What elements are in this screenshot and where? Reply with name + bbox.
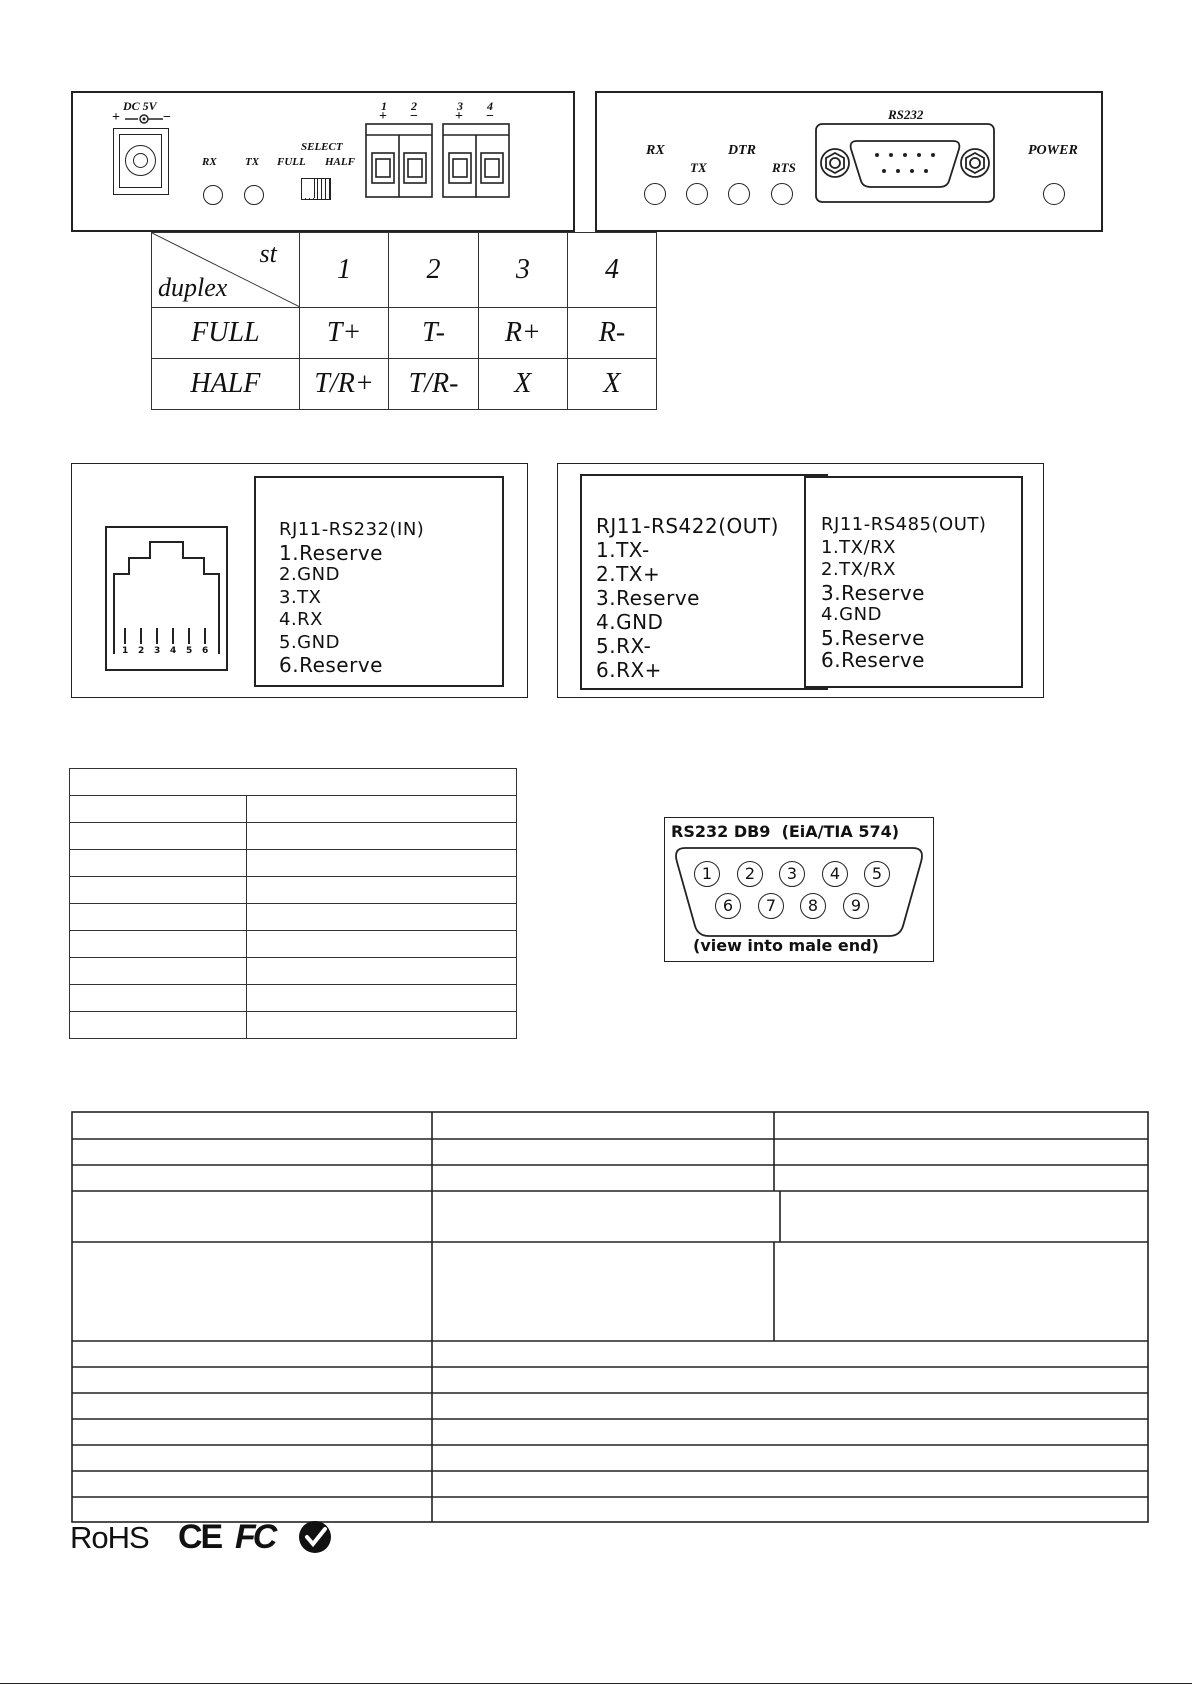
page-bottom-rule [0, 1683, 1192, 1684]
front-tx-led [244, 185, 264, 205]
ctick-mark-icon [298, 1520, 332, 1554]
rj11-rs485-box [804, 476, 1023, 688]
table-row [70, 850, 517, 877]
rj11-rs422-pin: 3.Reserve [596, 586, 700, 610]
table-row [70, 877, 517, 904]
rj11-rs485-pin: 5.Reserve [821, 625, 925, 650]
half-label: HALF [325, 156, 355, 168]
duplex-cell: T/R- [389, 359, 478, 410]
rj11-in-panel [71, 463, 528, 698]
terminal-block-icon[interactable] [365, 123, 517, 198]
duplex-header-2: 2 [389, 233, 478, 308]
dc-label: DC 5V [123, 99, 157, 113]
dc-plus: + [112, 110, 120, 125]
db9-pin: 7 [758, 893, 784, 919]
empty-spec-table-small [69, 768, 517, 1039]
terminal-1-num: 1 [381, 99, 387, 113]
rj11-in-pin: 5.GND [279, 631, 340, 653]
db9-pin: 2 [737, 861, 763, 887]
rohs-logo: RoHS [70, 1520, 149, 1555]
power-led [1043, 183, 1065, 205]
jack-pin-number: 4 [170, 646, 177, 656]
fc-logo: FC [235, 1518, 275, 1556]
duplex-header-1: 1 [299, 233, 389, 308]
rj11-rs422-pin: 1.TX- [596, 538, 650, 562]
db9-pin: 4 [822, 861, 848, 887]
terminal-4-sign: − [486, 109, 494, 124]
duplex-cell: X [567, 359, 656, 410]
rj11-rs485-pin: 6.Reserve [821, 648, 925, 672]
duplex-corner-cell [152, 233, 300, 308]
front-panel [71, 91, 575, 232]
rj11-out-panel [557, 463, 1044, 698]
dc-jack-icon[interactable] [113, 128, 169, 195]
db9-pin: 6 [715, 893, 741, 919]
db9-pin: 5 [864, 861, 890, 887]
db9-shell-icon [671, 846, 927, 938]
rj11-rs422-pin: 5.RX- [596, 634, 652, 658]
duplex-header-4: 4 [567, 233, 656, 308]
dc-minus: − [163, 110, 171, 125]
duplex-cell: R+ [478, 308, 567, 359]
rj11-rs485-title: RJ11-RS485(OUT) [821, 514, 987, 535]
table-row [70, 985, 517, 1012]
jack-pin-number: 3 [154, 646, 161, 656]
rj11-rs485-pin: 2.TX/RX [821, 559, 896, 580]
empty-spec-table-large [71, 1111, 1149, 1523]
db9-title: RS232 DB9 (EiA/TIA 574) [671, 822, 900, 841]
terminal-2-sign: − [410, 109, 418, 124]
db9-pin: 3 [779, 861, 805, 887]
duplex-cell: T- [389, 308, 478, 359]
full-label: FULL [277, 156, 306, 168]
rj11-in-pin: 4.RX [279, 609, 324, 630]
rear-tx-label: TX [690, 160, 707, 175]
duplex-header-3: 3 [478, 233, 567, 308]
duplex-pin-table [151, 232, 657, 410]
rear-tx-led [686, 183, 708, 205]
rj11-in-pin: 6.Reserve [279, 653, 383, 677]
table-row [70, 823, 517, 850]
table-row [70, 904, 517, 931]
rj11-rs422-pin: 6.RX+ [596, 658, 662, 682]
rear-panel [595, 91, 1103, 232]
table-row [70, 796, 517, 823]
duplex-cell: T/R+ [299, 359, 389, 410]
table-row [70, 958, 517, 985]
rear-dtr-led [728, 183, 750, 205]
rj11-in-pin: 1.Reserve [279, 540, 383, 565]
certification-logos [70, 1520, 370, 1560]
rj11-rs485-pin: 3.Reserve [821, 580, 925, 605]
select-label: SELECT [301, 141, 343, 153]
jack-pin-number: 2 [138, 646, 145, 656]
rj11-in-pin: 2.GND [279, 564, 340, 585]
duplex-mode-half: HALF [152, 359, 300, 410]
terminal-3-num: 3 [457, 99, 463, 113]
table-row [70, 931, 517, 958]
duplex-cell: R- [567, 308, 656, 359]
rear-rts-label: RTS [772, 160, 796, 175]
power-label: POWER [1028, 143, 1078, 158]
duplex-row-full [152, 308, 657, 359]
jack-pin-number: 6 [202, 646, 209, 656]
db9-pin: 1 [694, 861, 720, 887]
dc-polarity-icon [125, 113, 165, 125]
ce-logo: CE [178, 1518, 222, 1556]
db9-pin: 9 [843, 893, 869, 919]
terminal-1-sign: + [379, 109, 387, 124]
rj11-rs485-pin: 4.GND [821, 604, 882, 625]
rear-rts-led [771, 183, 793, 205]
terminal-4-num: 4 [487, 99, 493, 113]
terminal-2-num: 2 [411, 99, 417, 113]
duplex-row-half [152, 359, 657, 410]
rj11-in-title: RJ11-RS232(IN) [279, 519, 425, 540]
rj11-rs422-box [580, 474, 828, 690]
duplex-select-switch[interactable] [301, 178, 331, 200]
rs232-port-label: RS232 [888, 107, 924, 122]
jack-pin-number: 1 [122, 646, 129, 656]
rj11-in-pinout-box [254, 476, 504, 687]
rear-rx-led [644, 183, 666, 205]
db9-pin: 8 [800, 893, 826, 919]
rj11-rs485-pin: 1.TX/RX [821, 536, 896, 558]
duplex-cell: X [478, 359, 567, 410]
jack-pin-number: 5 [186, 646, 193, 656]
table-row [70, 769, 517, 796]
rear-dtr-label: DTR [728, 143, 756, 158]
rear-rx-label: RX [646, 143, 665, 158]
db9-connector-icon[interactable] [815, 123, 995, 203]
db9-caption: (view into male end) [693, 936, 879, 955]
db9-pinout-diagram [664, 817, 934, 962]
table-row [70, 1012, 517, 1039]
rj11-rs422-title: RJ11-RS422(OUT) [596, 514, 779, 538]
duplex-corner-bottom: duplex [158, 273, 228, 302]
duplex-mode-full: FULL [152, 308, 300, 359]
duplex-corner-top: st [259, 239, 277, 268]
terminal-3-sign: + [455, 109, 463, 124]
front-rx-label: RX [202, 156, 217, 168]
front-rx-led [203, 185, 223, 205]
rj11-rs422-pin: 4.GND [596, 610, 664, 634]
rj11-in-pin: 3.TX [279, 586, 322, 608]
front-tx-label: TX [245, 156, 260, 168]
duplex-cell: T+ [299, 308, 389, 359]
rj11-rs422-pin: 2.TX+ [596, 562, 661, 586]
